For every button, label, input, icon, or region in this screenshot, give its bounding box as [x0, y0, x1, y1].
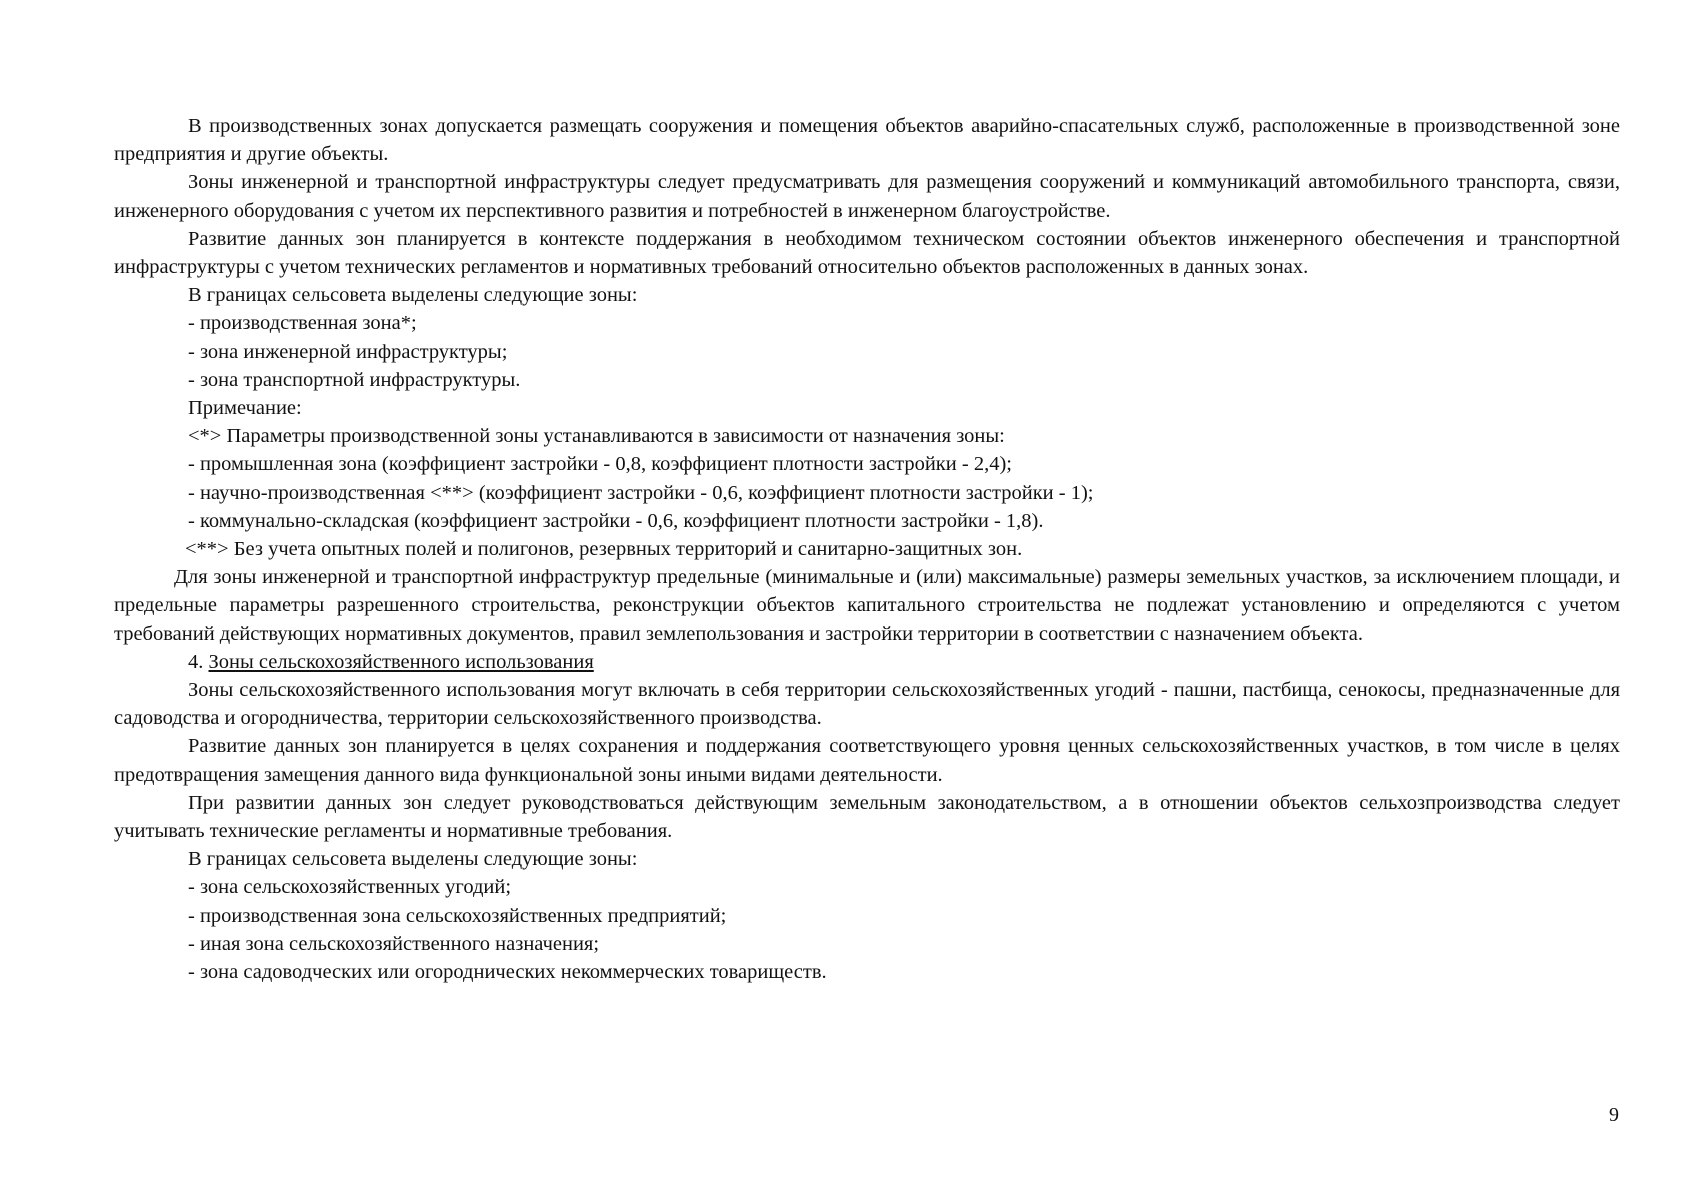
paragraph-zones-intro: В границах сельсовета выделены следующие зоны: — [188, 284, 638, 307]
document-page — [114, 112, 1620, 986]
paragraph-zones-intro-2: В границах сельсовета выделены следующие зоны: — [188, 848, 638, 871]
note-item: - промышленная зона (коэффициент застройки - 0,8, коэффициент плотности застройки - 2,4); — [188, 453, 1012, 476]
list-item: - зона садоводческих или огороднических некоммерческих товариществ. — [188, 961, 827, 984]
paragraph-zone-development: Развитие данных зон планируется в контексте поддержания в необходимом техническом состоянии объектов инженерного обеспечения и транспортной инфраструктуры с учетом технических регламентов и нормативных требований относительно объектов расположенных в данных зонах. — [114, 227, 1620, 279]
note-item: - коммунально-складская (коэффициент застройки - 0,6, коэффициент плотности застройки - 1,8). — [188, 509, 1044, 532]
note-title: Примечание: — [188, 397, 302, 420]
list-item: - зона инженерной инфраструктуры; — [188, 340, 508, 363]
paragraph-infrastructure-zones: Зоны инженерной и транспортной инфраструктуры следует предусматривать для размещения сооружений и коммуникаций автомобильного транспорта, связи, инженерного оборудования с учетом их перспективного развития и потребностей в инженерном благоустройстве. — [114, 171, 1620, 222]
section-title: Зоны сельскохозяйственного использования — [208, 650, 594, 673]
paragraph-production-zones: В производственных зонах допускается размещать сооружения и помещения объектов аварийно-спасательных служб, расположенные в производственной зоне предприятия и другие объекты. — [114, 115, 1620, 166]
list-item: - иная зона сельскохозяйственного назначения; — [188, 932, 600, 955]
paragraph-agricultural-development: Развитие данных зон планируется в целях сохранения и поддержания соответствующего уровня ценных сельскохозяйственных участков, в том числе в целях предотвращения замещения данного вида функциональной зоны иными видами деятельности. — [114, 735, 1620, 786]
note-item: - научно-производственная <**> (коэффициент застройки - 0,6, коэффициент плотности застройки - 1); — [188, 481, 1094, 504]
paragraph-agricultural-zones: Зоны сельскохозяйственного использования могут включать в себя территории сельскохозяйственных угодий - пашни, пастбища, сенокосы, предназначенные для садоводства и огородничества, территории сельскохозяйственного производства. — [114, 679, 1620, 730]
section-heading — [114, 648, 1620, 676]
paragraph-infrastructure-limits: Для зоны инженерной и транспортной инфраструктур предельные (минимальные и (или) максимальные) размеры земельных участков, за исключением площади, и предельные параметры разрешенного строительства, реконструкции объектов капитального строительства не подлежат установлению и определяются с учетом требований действующих нормативных документов, правил землепользования и застройки территории в соответствии с назначением объекта. — [114, 566, 1620, 645]
note-intro: <*> Параметры производственной зоны устанавливаются в зависимости от назначения зоны: — [188, 425, 1005, 448]
list-item: - производственная зона*; — [188, 312, 417, 335]
page-number: 9 — [1609, 1104, 1619, 1126]
paragraph-agricultural-regulations: При развитии данных зон следует руководствоваться действующим земельным законодательством, а в отношении объектов сельхозпроизводства следует учитывать технические регламенты и нормативные требования. — [114, 791, 1620, 843]
section-number: 4. — [188, 650, 204, 673]
note-footnote: <**> Без учета опытных полей и полигонов, резервных территорий и санитарно-защитных зон. — [185, 538, 1023, 561]
list-item: - зона транспортной инфраструктуры. — [188, 368, 521, 391]
list-item: - производственная зона сельскохозяйственных предприятий; — [188, 904, 727, 927]
list-item: - зона сельскохозяйственных угодий; — [188, 876, 512, 899]
